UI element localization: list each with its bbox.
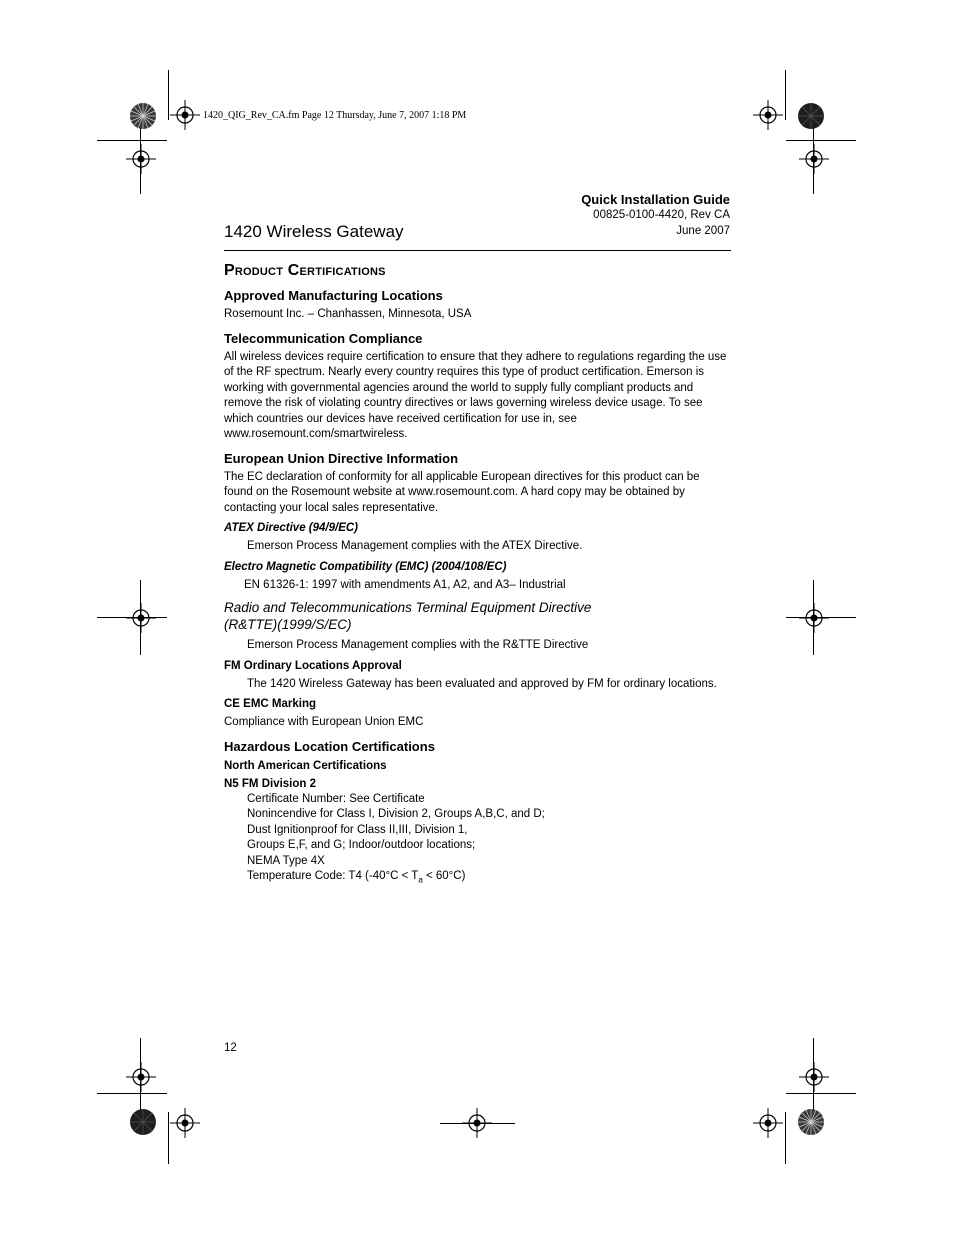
cert-line: Groups E,F, and G; Indoor/outdoor locations; — [247, 839, 476, 851]
rtte-heading-line2: (R&TTE)(1999/S/EC) — [224, 617, 352, 632]
cert-line: NEMA Type 4X — [247, 854, 325, 867]
header-date: June 2007 — [676, 225, 730, 237]
n5-heading: N5 FM Division 2 — [224, 777, 317, 790]
fm-ordinary-heading: FM Ordinary Locations Approval — [224, 659, 402, 672]
section-title: Product Certifications — [224, 262, 386, 279]
registration-target-icon — [753, 100, 783, 130]
ce-emc-text: Compliance with European Union EMC — [224, 716, 424, 728]
starburst-target-icon — [129, 1108, 157, 1136]
approved-mfg-heading: Approved Manufacturing Locations — [224, 288, 443, 303]
fm-ordinary-text: The 1420 Wireless Gateway has been evaluated and approved by FM for ordinary locations. — [247, 677, 717, 690]
header-rule — [224, 250, 731, 251]
eu-text: The EC declaration of conformity for all applicable European directives for this product can be found on the Rosemount website at www.rosemount.com. A hard copy may be obtained by contacting your local sales representative. — [224, 470, 700, 514]
print-slug: 1420_QIG_Rev_CA.fm Page 12 Thursday, June 7, 2007 1:18 PM — [203, 110, 467, 121]
registration-target-icon — [170, 1108, 200, 1138]
registration-target-icon — [170, 100, 200, 130]
registration-target-icon — [799, 144, 829, 174]
cert-line: Nonincendive for Class I, Division 2, Groups A,B,C, and D; — [247, 808, 545, 820]
temp-prefix: Temperature Code: T4 (-40°C < T — [247, 870, 419, 882]
starburst-target-icon — [797, 102, 825, 130]
starburst-target-icon — [797, 1108, 825, 1136]
rtte-heading-line1: Radio and Telecommunications Terminal Equipment Directive — [224, 600, 592, 615]
registration-target-icon — [126, 603, 156, 633]
eu-heading: European Union Directive Information — [224, 450, 459, 466]
approved-mfg-text: Rosemount Inc. – Chanhassen, Minnesota, USA — [224, 308, 472, 320]
registration-target-icon — [126, 144, 156, 174]
registration-target-icon — [753, 1108, 783, 1138]
emc-heading: Electro Magnetic Compatibility (EMC) (2004/108/EC) — [224, 560, 507, 573]
registration-target-icon — [799, 1062, 829, 1092]
header-guide-title: Quick Installation Guide — [581, 192, 730, 207]
atex-text: Emerson Process Management complies with the ATEX Directive. — [247, 540, 583, 552]
ce-emc-heading: CE EMC Marking — [224, 698, 317, 710]
temperature-code — [247, 869, 731, 888]
temp-suffix: < 60°C) — [422, 870, 466, 882]
rtte-text: Emerson Process Management complies with the R&TTE Directive — [247, 639, 589, 651]
hazardous-heading: Hazardous Location Certifications — [224, 738, 435, 754]
registration-target-icon — [126, 1062, 156, 1092]
product-title: 1420 Wireless Gateway — [224, 222, 404, 241]
cert-line: Dust Ignitionproof for Class II,III, Division 1, — [247, 823, 468, 836]
temp-subscript: a — [418, 875, 423, 885]
page-content — [224, 262, 731, 888]
atex-heading: ATEX Directive (94/9/EC) — [224, 522, 359, 534]
telecom-heading: Telecommunication Compliance — [224, 330, 423, 346]
registration-target-icon — [799, 603, 829, 633]
page-number: 12 — [224, 1042, 237, 1054]
na-cert-heading: North American Certifications — [224, 759, 387, 772]
cert-line: Certificate Number: See Certificate — [247, 792, 425, 805]
header-doc-number: 00825-0100-4420, Rev CA — [593, 209, 730, 221]
starburst-target-icon — [129, 102, 157, 130]
n5-cert-details — [224, 792, 731, 888]
telecom-text: All wireless devices require certification to ensure that they adhere to regulations regarding the use of the RF spectrum. Nearly every country requires this type of product certification. Emerson is working with governmental agencies around the world to supply fully compliant products and remove the risk of violating country directives or laws governing wireless device usage. To see which countries our devices have received certification for use in, see www.rosemount.com/smartwireless. — [224, 350, 727, 440]
emc-text: EN 61326-1: 1997 with amendments A1, A2, and A3– Industrial — [244, 578, 566, 591]
rtte-heading — [224, 599, 731, 633]
